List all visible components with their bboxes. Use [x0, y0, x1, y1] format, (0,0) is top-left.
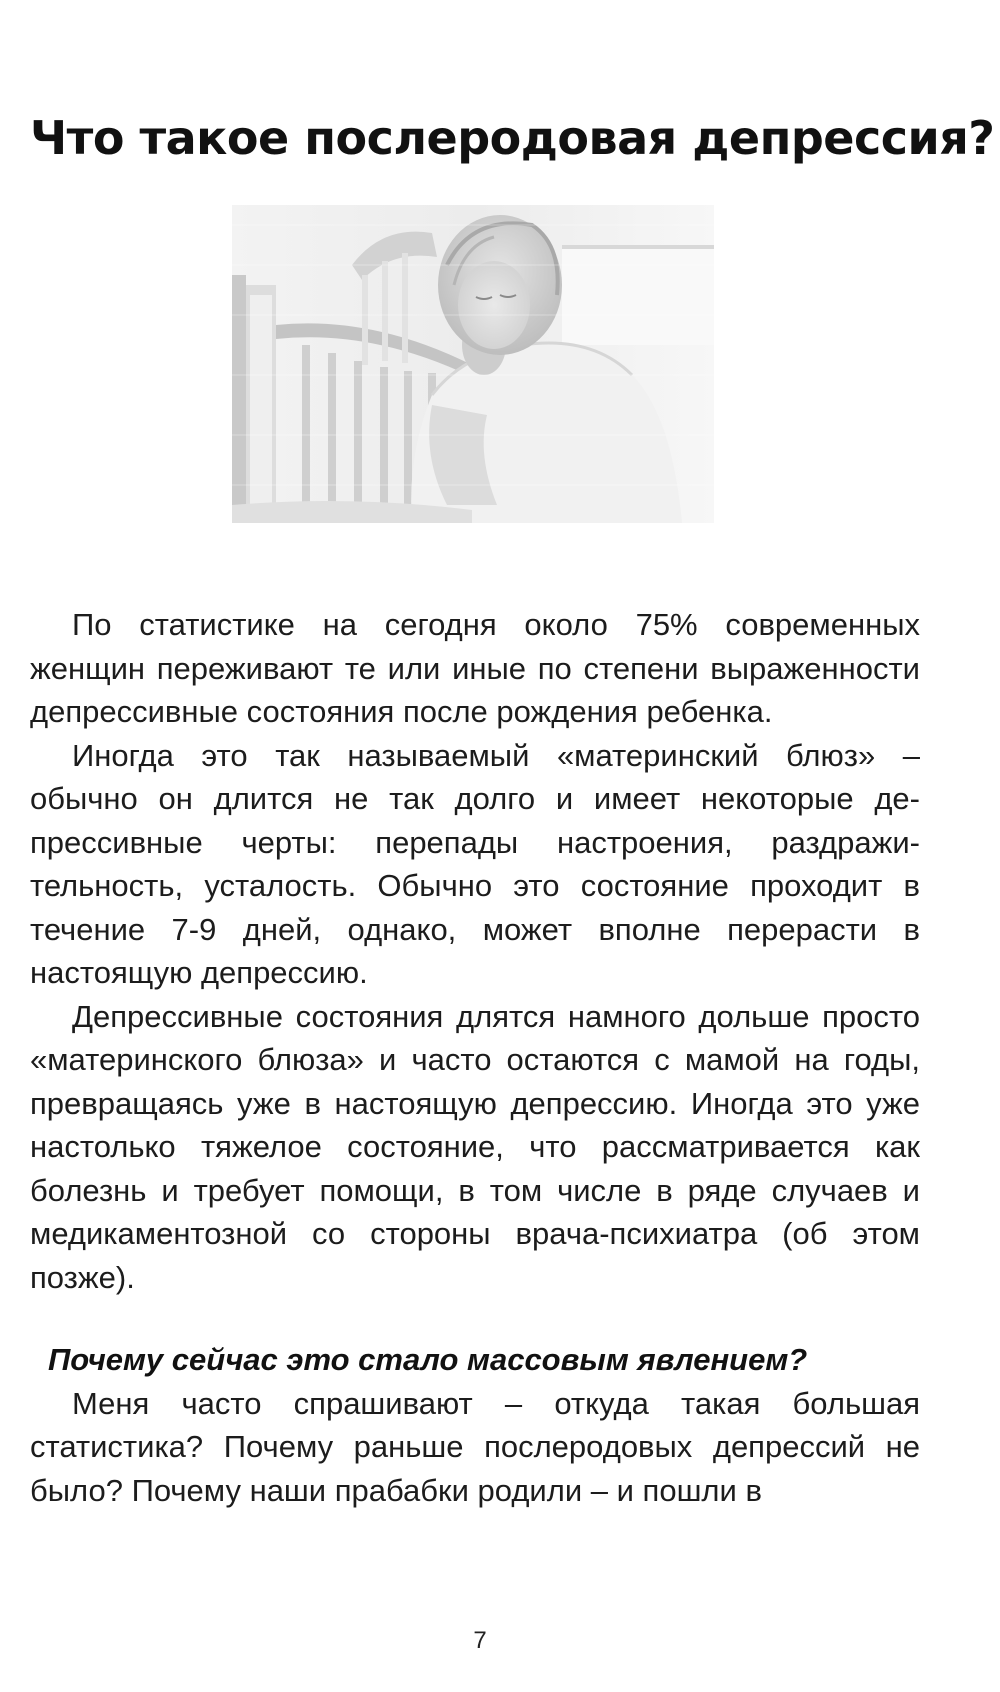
page-body	[30, 603, 920, 1512]
page-title: Что такое послеродовая депрессия?	[30, 111, 995, 165]
paragraph-2: Иногда это так называемый «материнский блюз» – обычно он длится не так долго и имеет некоторые депрессивные черты: перепады настроения, раздражительность, усталость. Обычно это состояние проходит в течение 7-9 дней, однако, может вполне перерасти в настоящую депрессию.	[30, 737, 920, 990]
paragraph-4: Меня часто спрашивают – откуда такая большая статистика? Почему раньше послеродовых депрессий не было? Почему наши прабабки родили – и пошли в	[30, 1385, 920, 1508]
section-subheading: Почему сейчас это стало массовым явлением?	[48, 1342, 808, 1377]
paragraph-3: Депрессивные состояния длятся намного дольше просто «материнского блюза» и часто остаются с мамой на годы, превращаясь уже в настоящую депрессию. Иногда это уже настолько тяжелое состояние, что рассматривается как болезнь и требует помощи, в том числе в ряде случаев и медикаментозной со стороны врача-психиатра (об этом позже).	[30, 998, 920, 1295]
page-number: 7	[473, 1627, 487, 1654]
paragraph-1: По статистике на сегодня около 75% современных женщин переживают те или иные по степени выраженности депрессивные состояния после рождения ребенка.	[30, 607, 920, 729]
woman-by-crib-photo	[232, 205, 714, 523]
